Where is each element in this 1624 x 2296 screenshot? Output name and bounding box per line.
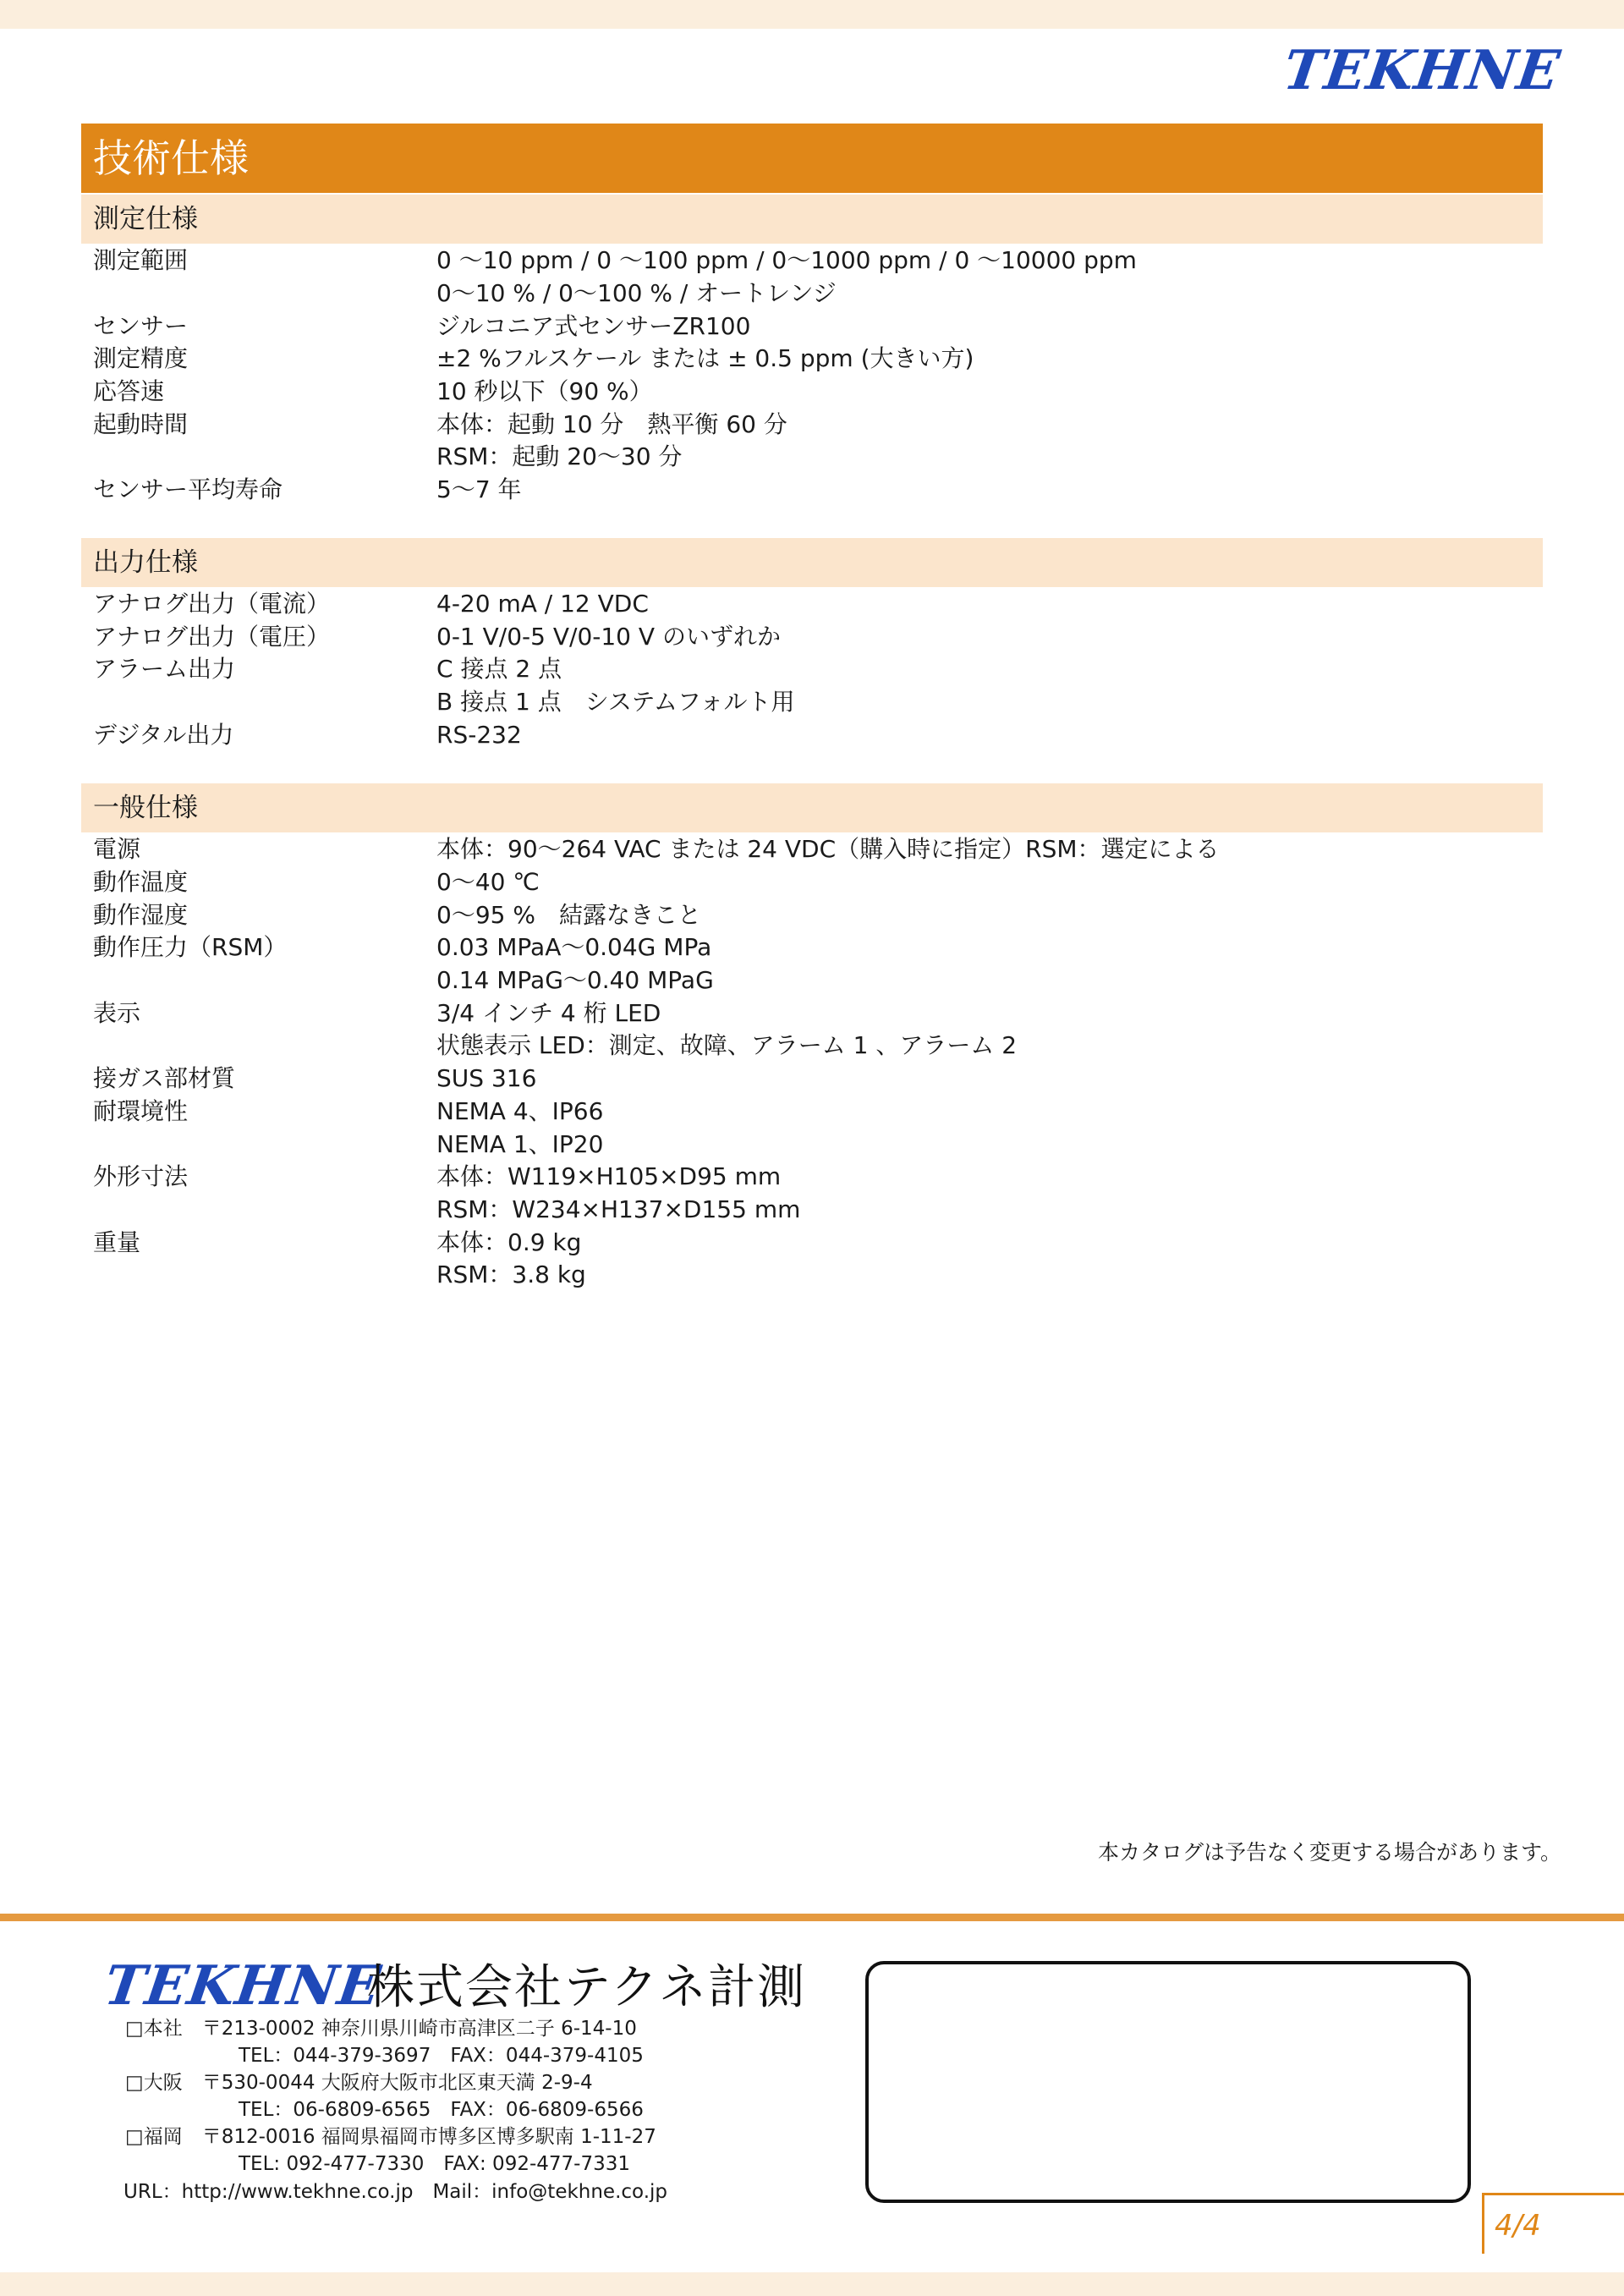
spec-label: 測定範囲 [93, 246, 189, 274]
spec-value: 0～95 % 結露なきこと [436, 901, 701, 929]
tekhne-footer-logo: TEKHNE [100, 1954, 386, 2018]
office-address: □本社 〒213-0002 神奈川県川崎市高津区二子 6-14-10 [125, 2018, 637, 2040]
section-heading-output: 出力仕様 [81, 538, 1543, 587]
spec-value: SUS 316 [436, 1064, 537, 1092]
spec-label: 応答速 [93, 377, 165, 405]
web-contact: URL：http://www.tekhne.co.jp Mail：info@tekhne.co.jp [123, 2181, 668, 2203]
spec-value: 本体：0.9 kg [436, 1228, 582, 1256]
spec-label: 外形寸法 [93, 1162, 189, 1190]
office-contact: TEL：044-379-3697 FAX：044-379-4105 [239, 2045, 644, 2067]
spec-value: C 接点 2 点 [436, 655, 562, 683]
spec-label: 電源 [93, 835, 141, 863]
spec-label: センサー平均寿命 [93, 475, 283, 503]
spec-label: デジタル出力 [93, 721, 234, 749]
spec-value: 10 秒以下（90 %） [436, 377, 653, 405]
office-contact: TEL：06-6809-6565 FAX：06-6809-6566 [239, 2099, 644, 2121]
spec-value: 0.03 MPaA～0.04G MPa [436, 933, 712, 961]
spec-value: NEMA 1、IP20 [436, 1130, 604, 1158]
bottom-band [0, 2272, 1624, 2296]
office-address: □福岡 〒812-0016 福岡県福岡市博多区博多駅南 1-11-27 [125, 2126, 656, 2148]
spec-label: 動作圧力（RSM） [93, 933, 288, 961]
catalog-notice: 本カタログは予告なく変更する場合があります。 [1097, 1840, 1561, 1865]
spec-value: 4-20 mA / 12 VDC [436, 590, 649, 618]
spec-label: アナログ出力（電流） [93, 590, 331, 618]
spec-value: 本体：W119×H105×D95 mm [436, 1162, 782, 1190]
spec-label: アナログ出力（電圧） [93, 623, 331, 651]
spec-label: 動作湿度 [93, 901, 189, 929]
spec-value: 状態表示 LED：測定、故障、アラーム 1 、アラーム 2 [436, 1031, 1018, 1059]
spec-value: B 接点 1 点 システムフォルト用 [436, 688, 795, 716]
office-address: □大阪 〒530-0044 大阪府大阪市北区東天満 2-9-4 [125, 2072, 593, 2094]
spec-label: センサー [93, 312, 189, 340]
section-heading-general: 一般仕様 [81, 783, 1543, 832]
spec-value: ±2 %フルスケール または ± 0.5 ppm (大きい方) [436, 344, 974, 372]
spec-label: 測定精度 [93, 344, 189, 372]
spec-value: ジルコニア式センサーZR100 [436, 312, 751, 340]
spec-value: 5～7 年 [436, 475, 522, 503]
spec-value: 本体：90～264 VAC または 24 VDC（購入時に指定）RSM：選定による [436, 835, 1220, 863]
dealer-stamp-box [865, 1961, 1471, 2203]
spec-value: RSM：3.8 kg [436, 1261, 586, 1288]
spec-label: 動作温度 [93, 868, 189, 896]
top-band [0, 0, 1624, 29]
spec-label: アラーム出力 [93, 655, 236, 683]
spec-value: RSM：W234×H137×D155 mm [436, 1195, 801, 1223]
section-heading-measurement: 測定仕様 [81, 195, 1543, 244]
spec-label: 重量 [93, 1228, 141, 1256]
spec-value: RS-232 [436, 721, 522, 749]
spec-value: 0.14 MPaG～0.40 MPaG [436, 966, 714, 994]
spec-label: 接ガス部材質 [93, 1064, 236, 1092]
spec-value: RSM：起動 20～30 分 [436, 442, 683, 470]
company-name: 株式会社テクネ計測 [367, 1960, 807, 2015]
spec-value: 0-1 V/0-5 V/0-10 V のいずれか [436, 623, 781, 651]
spec-label: 起動時間 [93, 410, 189, 438]
spec-value: 0～40 ℃ [436, 868, 540, 896]
page-title: 技術仕様 [81, 124, 1543, 193]
page-number: 4/4 [1482, 2193, 1624, 2254]
spec-value: 3/4 インチ 4 桁 LED [436, 999, 661, 1027]
footer-divider [0, 1914, 1624, 1921]
spec-value: 0～10 % / 0～100 % / オートレンジ [436, 279, 837, 307]
spec-value: NEMA 4、IP66 [436, 1097, 604, 1125]
spec-label: 耐環境性 [93, 1097, 189, 1125]
spec-label: 表示 [93, 999, 141, 1027]
tekhne-logo: TEKHNE [1279, 39, 1565, 102]
spec-value: 本体：起動 10 分 熱平衡 60 分 [436, 410, 787, 438]
spec-value: 0 ～10 ppm / 0 ～100 ppm / 0～1000 ppm / 0 ～10000 ppm [436, 246, 1137, 274]
office-contact: TEL: 092-477-7330 FAX: 092-477-7331 [239, 2153, 630, 2175]
